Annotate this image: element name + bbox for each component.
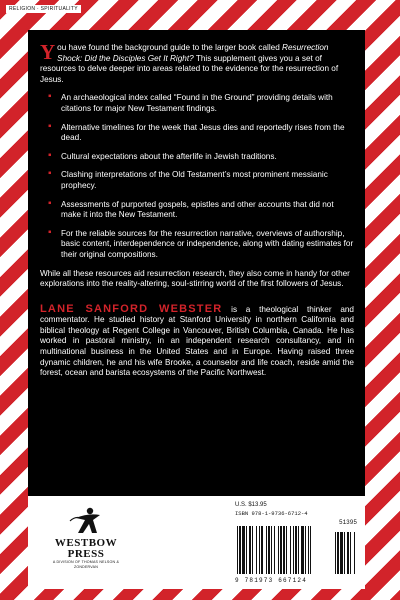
list-item [40, 93, 354, 114]
list-item-text: Cultural expectations about the afterlife in Jewish traditions. [61, 151, 277, 161]
intro-text-continued: This supplement gives you a set of resources to delve deeper into areas related to the evidence for the resurrection of Jesus. [40, 53, 339, 84]
barcode-bar [271, 526, 272, 574]
resource-list [40, 93, 354, 260]
barcode-bar [266, 526, 267, 574]
intro-text: ou have found the background guide to the larger book called [57, 43, 283, 52]
bullet-icon: ▪ [48, 149, 52, 161]
bullet-icon: ▪ [48, 168, 52, 180]
publisher-name-line2: PRESS [67, 548, 105, 560]
back-cover-panel [28, 30, 365, 589]
list-item [40, 197, 354, 221]
barcode [235, 526, 359, 576]
barcode-bar [239, 526, 241, 574]
list-item [40, 149, 354, 163]
barcode-bar [335, 532, 336, 574]
list-item [40, 120, 354, 144]
bullet-icon: ▪ [48, 120, 52, 132]
barcode-bar [340, 532, 343, 574]
barcode-bar [298, 526, 299, 574]
list-item-text: An archaeological index called “Found in the Ground” providing details with citations for major New Testament findings. [61, 93, 333, 113]
isbn: ISBN 978-1-9736-6712-4 [235, 510, 308, 517]
barcode-bar [283, 526, 285, 574]
cover-footer [28, 496, 365, 589]
barcode-bar [301, 526, 304, 574]
barcode-bar [347, 532, 349, 574]
list-item [40, 170, 354, 191]
barcode-bar [242, 526, 245, 574]
blurb [40, 40, 354, 379]
list-item-text: Alternative timelines for the week that Jesus dies and reportedly rises from the dead. [61, 122, 345, 143]
intro-paragraph [40, 40, 354, 85]
barcode-bar [308, 526, 309, 574]
barcode-area [235, 502, 359, 586]
barcode-bar [280, 526, 282, 574]
barcode-bar [261, 526, 263, 574]
barcode-bar [249, 526, 251, 574]
barcode-bar [286, 526, 287, 574]
bullet-icon: ▪ [48, 91, 52, 103]
author-name: LANE SANFORD WEBSTER [40, 302, 223, 315]
category-label: RELIGION · SPIRITUALITY [6, 5, 81, 13]
barcode-bar [237, 526, 238, 574]
barcode-bar [310, 526, 311, 574]
author-bio-text: is a theological thinker and commentator. He studied history at Stanford University in northern California and biblical theology at Regent College in Vancouver, British Columbia, Canada. He has worked in pastoral ministry, in an independent research consultancy, and in multinational business in the United States and in Europe. Having raised three dynamic children, he and his wife Brooke, a counselor and life coach, reside amid the forest, ocean and barista ecosystems of the Pacific Northwest. [40, 304, 354, 378]
barcode-bar [293, 526, 294, 574]
barcode-bar [290, 526, 291, 574]
price-code: 51395 [338, 519, 357, 526]
barcode-bar [268, 526, 270, 574]
barcode-bar [354, 532, 355, 574]
author-bio [40, 304, 354, 379]
list-item-text: For the reliable sources for the resurrection narrative, overviews of authorship, basic content, interdependence or independence, along with dating estimates for their original compositions. [61, 228, 354, 259]
drop-cap: Y [40, 40, 56, 64]
publisher-tagline: A DIVISION OF THOMAS NELSON & ZONDERVAN [52, 560, 120, 569]
barcode-bar [337, 532, 339, 574]
barcode-bar [246, 526, 247, 574]
barcode-bar [259, 526, 260, 574]
bullet-icon: ▪ [48, 226, 52, 238]
barcode-bar [295, 526, 297, 574]
barcode-number: 9 781973 667124 [235, 577, 308, 584]
closing-paragraph: While all these resources aid resurrection research, they also come in handy for other explorations into the reality-altering, soul-stirring world of the first followers of Jesus. [40, 268, 350, 289]
list-item-text: Clashing interpretations of the Old Testament’s most prominent messianic prophecy. [61, 170, 328, 190]
barcode-bar [274, 526, 275, 574]
barcode-bar [350, 532, 351, 574]
westbow-logo-icon [66, 506, 106, 536]
list-item [40, 226, 354, 261]
barcode-bar [344, 532, 345, 574]
barcode-bar [278, 526, 279, 574]
barcode-bar [252, 526, 253, 574]
list-item-text: Assessments of purported gospels, epistles and other accounts that did not make it into the New Testament. [61, 199, 334, 220]
publisher-name: WESTBOW [54, 537, 118, 549]
price: U.S. $13.95 [235, 502, 267, 508]
publisher-logo [44, 506, 128, 570]
barcode-bar [256, 526, 257, 574]
barcode-bar [305, 526, 306, 574]
book-title: Resurrection Shock: Did the Disciples Get It Right? [57, 43, 329, 63]
bullet-icon: ▪ [48, 197, 52, 209]
